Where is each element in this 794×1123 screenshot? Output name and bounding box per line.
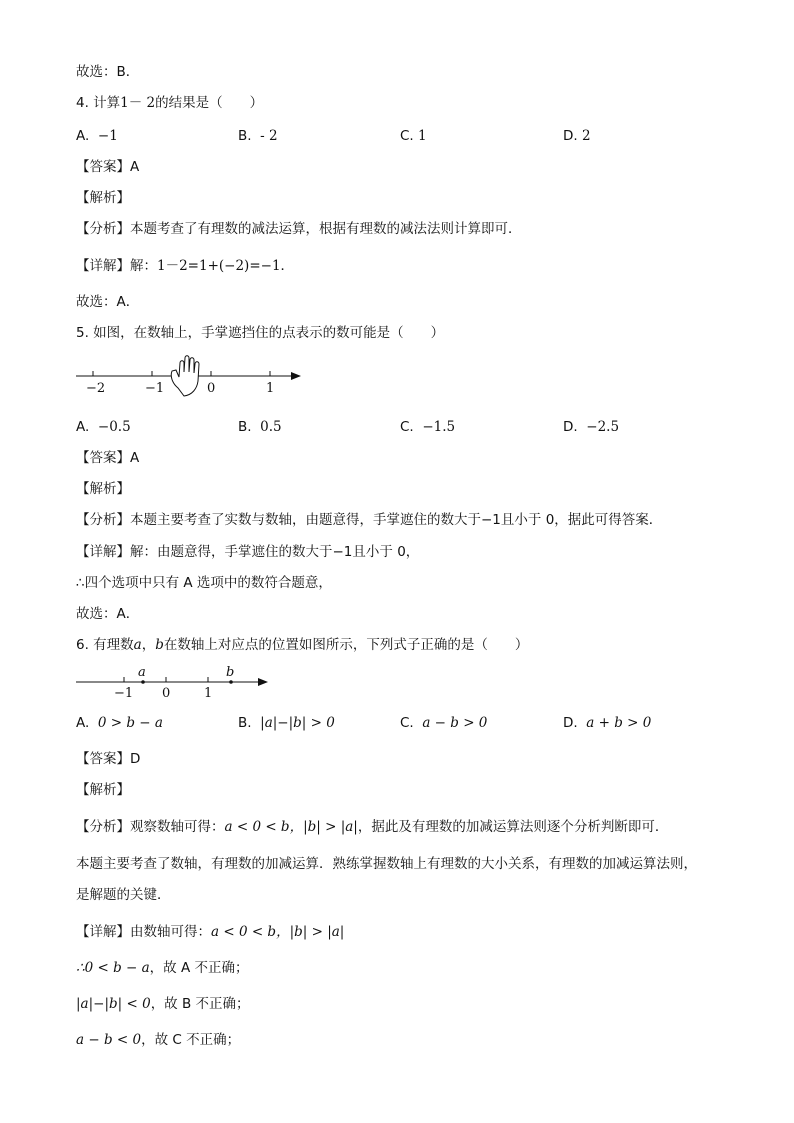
q4-option-d-value: 2 (581, 128, 591, 144)
q3-conclusion: 故选：B． (76, 64, 140, 80)
q5-stem: 5. 如图，在数轴上，手掌遮挡住的点表示的数可能是（ ） (76, 325, 445, 341)
answer-tag: 【答案】 (76, 751, 130, 767)
q6-stem (76, 636, 528, 654)
detail-text: 解：由题意得，手掌遮住的数大于−1且小于 0， (130, 544, 420, 560)
q4-option-c-label: C. (400, 128, 414, 144)
step3-text: ，故 C 不正确； (141, 1032, 241, 1048)
detail-tag: 【详解】 (76, 924, 130, 940)
axis-label-neg1: −1 (114, 686, 134, 701)
q5-option-c-label: C. (400, 419, 414, 435)
q5-option-c-value: −1.5 (422, 419, 456, 435)
q6-step-2 (76, 995, 250, 1013)
q4-option-a (76, 127, 118, 145)
q6-fenxi (76, 818, 668, 836)
point-a-label: a (138, 665, 146, 680)
q6-detail (76, 923, 344, 941)
q5-option-b-label: B. (238, 419, 252, 435)
fenxi-expr: a < 0 < b，|b| > |a| (224, 819, 358, 835)
q6-option-c-value: a − b > 0 (422, 715, 488, 731)
answer-value: D (130, 751, 141, 767)
step1-expr: ∴0 < b − a (76, 960, 150, 976)
q6-option-d (563, 714, 651, 732)
q6-stem-a: a (133, 637, 142, 653)
fenxi-post: ，据此及有理数的加减运算法则逐个分析判断即可． (357, 819, 669, 835)
q6-step-1 (76, 959, 249, 977)
q6-stem-rest: 在数轴上对应点的位置如图所示，下列式子正确的是（ ） (163, 637, 529, 653)
q6-option-a (76, 714, 163, 732)
answer-tag: 【答案】 (76, 159, 130, 175)
q6-answer (76, 750, 140, 768)
fenxi-text: 本题考查了有理数的减法运算，根据有理数的减法法则计算即可． (130, 221, 522, 237)
q6-option-c (400, 714, 487, 732)
q4-option-a-value: −1 (97, 128, 118, 144)
q6-option-c-label: C. (400, 715, 414, 731)
q4-option-a-label: A. (76, 128, 90, 144)
detail-expr: a < 0 < b，|b| > |a| (211, 924, 345, 940)
axis-arrow (291, 372, 301, 380)
q5-conclusion: 故选：A． (76, 606, 140, 622)
q4-option-c (400, 127, 427, 145)
point-a (141, 680, 145, 684)
q5-fenxi (76, 511, 662, 529)
answer-tag: 【答案】 (76, 450, 130, 466)
q6-step-3 (76, 1031, 240, 1049)
step2-text: ，故 B 不正确； (150, 996, 250, 1012)
q5-option-c (400, 418, 455, 436)
hand-icon (171, 356, 199, 396)
q6-option-d-label: D. (563, 715, 578, 731)
axis-label-neg1: −1 (145, 381, 165, 396)
step1-text: ，故 A 不正确； (149, 960, 249, 976)
detail-tag: 【详解】 (76, 258, 130, 274)
q6-summary-line-1: 本题主要考查了数轴，有理数的加减运算．熟练掌握数轴上有理数的大小关系，有理数的加减运算法则， (76, 856, 697, 872)
q4-option-b-value: - 2 (260, 128, 278, 144)
q4-option-d-label: D. (563, 128, 578, 144)
q4-stem-prefix: 4. 计算 (76, 95, 121, 111)
q6-stem-b: b (155, 637, 164, 653)
q4-stem-suffix: 的结果是（ ） (155, 95, 264, 111)
q6-option-b (238, 714, 335, 732)
q6-stem-comma: ， (141, 637, 156, 653)
q4-detail (76, 257, 294, 275)
fenxi-text: 本题主要考查了实数与数轴，由题意得，手掌遮住的数大于−1且小于 0，据此可得答案． (130, 512, 663, 528)
q6-option-b-value: |a|−|b| > 0 (260, 715, 335, 731)
answer-value: A (130, 450, 140, 466)
q6-option-b-label: B. (238, 715, 252, 731)
q4-fenxi (76, 220, 522, 238)
q6-option-a-label: A. (76, 715, 90, 731)
q5-option-a (76, 418, 131, 436)
fenxi-tag: 【分析】 (76, 819, 130, 835)
detail-expr: 1－2=1+(−2)=−1 (157, 258, 281, 274)
q4-analysis-tag: 【解析】 (76, 190, 130, 206)
q6-stem-prefix: 6. 有理数 (76, 637, 134, 653)
q5-option-b (238, 418, 282, 436)
axis-label-0: 0 (162, 686, 171, 701)
q5-option-d (563, 418, 619, 436)
fenxi-tag: 【分析】 (76, 512, 130, 528)
detail-end: ． (280, 258, 295, 274)
answer-value: A (130, 159, 140, 175)
point-b (229, 680, 233, 684)
q5-answer (76, 449, 139, 467)
axis-arrow (258, 678, 268, 686)
q6-analysis-tag: 【解析】 (76, 782, 130, 798)
fenxi-tag: 【分析】 (76, 221, 130, 237)
q5-therefore: ∴四个选项中只有 A 选项中的数符合题意， (76, 575, 332, 591)
q4-option-b (238, 127, 278, 145)
fenxi-pre: 观察数轴可得： (130, 819, 225, 835)
step3-expr: a − b < 0 (76, 1032, 142, 1048)
q6-option-a-value: 0 > b − a (97, 715, 163, 731)
q4-answer (76, 158, 139, 176)
q4-conclusion: 故选：A． (76, 294, 140, 310)
q4-stem (76, 94, 263, 112)
detail-pre: 由数轴可得： (130, 924, 211, 940)
q5-analysis-tag: 【解析】 (76, 481, 130, 497)
detail-tag: 【详解】 (76, 544, 130, 560)
q5-option-d-label: D. (563, 419, 578, 435)
step2-expr: |a|−|b| < 0 (76, 996, 151, 1012)
q6-option-d-value: a + b > 0 (586, 715, 652, 731)
q5-option-a-value: −0.5 (97, 419, 131, 435)
detail-prefix: 解： (130, 258, 157, 274)
axis-label-0: 0 (207, 381, 216, 396)
q4-option-b-label: B. (238, 128, 252, 144)
axis-label-neg2: −2 (86, 381, 106, 396)
q6-summary-line-2: 是解题的关键． (76, 887, 171, 903)
q5-option-a-label: A. (76, 419, 90, 435)
q4-option-d (563, 127, 591, 145)
q4-option-c-value: 1 (418, 128, 427, 144)
axis-label-1: 1 (204, 686, 213, 701)
point-b-label: b (226, 665, 235, 680)
axis-label-1: 1 (266, 381, 275, 396)
q5-option-d-value: −2.5 (586, 419, 620, 435)
q5-option-b-value: 0.5 (260, 419, 282, 435)
q5-detail (76, 543, 419, 561)
q4-stem-expr: 1－ 2 (120, 95, 156, 111)
